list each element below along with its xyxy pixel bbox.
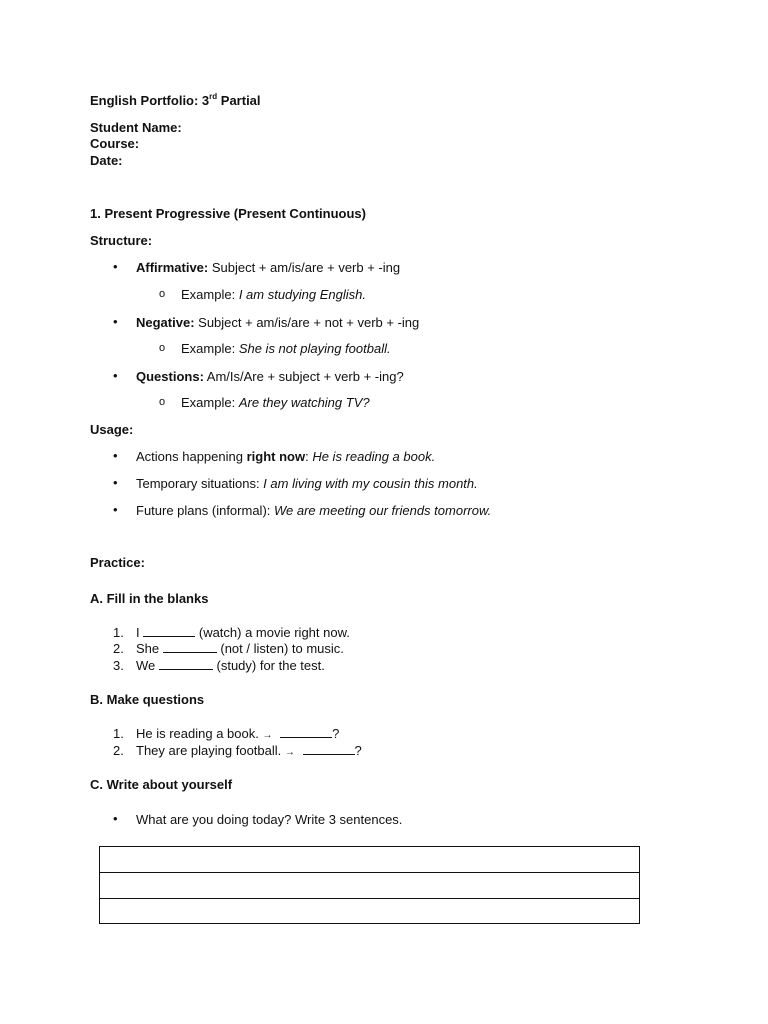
usage-text: Actions happening <box>136 449 247 464</box>
structure-item-questions <box>136 369 404 384</box>
example-sentence: I am studying English. <box>238 287 366 302</box>
usage-example: We are meeting our friends tomorrow. <box>274 503 492 518</box>
structure-rule: Subject + am/is/are + not + verb + -ing <box>194 315 420 330</box>
usage-label: Usage: <box>90 422 134 437</box>
structure-example <box>181 287 366 302</box>
question-source: He is reading a book. <box>136 726 263 741</box>
fill-blank-post: (watch) a movie right now. <box>195 625 350 640</box>
bullet-icon: • <box>113 502 118 517</box>
fill-blank-field[interactable] <box>163 641 217 653</box>
fill-blank-item <box>136 658 325 673</box>
structure-label: Structure: <box>90 233 153 248</box>
example-sentence: She is not playing football. <box>238 341 391 356</box>
usage-item <box>136 449 435 464</box>
usage-text: Temporary situations: <box>136 476 264 491</box>
usage-example: He is reading a book. <box>312 449 436 464</box>
usage-text: Future plans (informal): <box>136 503 274 518</box>
structure-item-affirmative <box>136 260 400 275</box>
fill-blank-post: (study) for the test. <box>212 658 325 673</box>
structure-rule: Subject + am/is/are + verb + -ing <box>208 260 401 275</box>
list-number: 1. <box>113 726 124 741</box>
answer-line[interactable] <box>100 899 639 923</box>
fill-blank-field[interactable] <box>159 658 213 670</box>
question-answer-field[interactable] <box>280 726 332 738</box>
sub-bullet-icon: o <box>159 342 166 354</box>
page-title <box>90 93 261 108</box>
question-item <box>136 726 339 741</box>
bullet-icon: • <box>113 259 118 274</box>
usage-item <box>136 503 491 518</box>
answer-table <box>99 846 640 924</box>
example-label: Example: <box>181 341 239 356</box>
exercise-b-title: B. Make questions <box>90 692 205 707</box>
bullet-icon: • <box>113 448 118 463</box>
usage-separator: : <box>305 449 313 464</box>
fill-blank-pre: I <box>136 625 140 640</box>
question-mark: ? <box>332 726 340 741</box>
exercise-c-title: C. Write about yourself <box>90 777 233 792</box>
arrow-icon: → <box>284 747 295 758</box>
example-label: Example: <box>181 287 239 302</box>
usage-example: I am living with my cousin this month. <box>263 476 478 491</box>
question-item <box>136 743 362 758</box>
bullet-icon: • <box>113 811 118 826</box>
structure-item-negative <box>136 315 419 330</box>
title-prefix: English Portfolio: 3 <box>90 93 210 108</box>
list-number: 2. <box>113 641 124 656</box>
title-superscript: rd <box>209 92 218 101</box>
fill-blank-pre: We <box>136 658 159 673</box>
fill-blank-pre: She <box>136 641 163 656</box>
section-title: 1. Present Progressive (Present Continuous) <box>90 206 366 221</box>
fill-blank-post: (not / listen) to music. <box>216 641 344 656</box>
question-source: They are playing football. <box>136 743 285 758</box>
usage-emphasis: right now <box>246 449 306 464</box>
example-sentence: Are they watching TV? <box>238 395 370 410</box>
structure-label-negative: Negative: <box>136 315 195 330</box>
bullet-icon: • <box>113 314 118 329</box>
fill-blank-item <box>136 625 350 640</box>
structure-label-questions: Questions: <box>136 369 204 384</box>
structure-label-affirmative: Affirmative: <box>136 260 209 275</box>
fill-blank-item <box>136 641 344 656</box>
date-label: Date: <box>90 153 123 168</box>
course-label: Course: <box>90 136 140 151</box>
arrow-icon: → <box>262 730 273 741</box>
answer-line[interactable] <box>100 847 639 873</box>
structure-example <box>181 341 391 356</box>
exercise-a-title: A. Fill in the blanks <box>90 591 209 606</box>
title-suffix: Partial <box>217 93 261 108</box>
list-number: 1. <box>113 625 124 640</box>
student-name-label: Student Name: <box>90 120 182 135</box>
structure-rule: Am/Is/Are + subject + verb + -ing? <box>203 369 404 384</box>
example-label: Example: <box>181 395 239 410</box>
bullet-icon: • <box>113 475 118 490</box>
sub-bullet-icon: o <box>159 288 166 300</box>
write-prompt: What are you doing today? Write 3 sentences. <box>136 812 403 827</box>
fill-blank-field[interactable] <box>143 625 195 637</box>
practice-label: Practice: <box>90 555 145 570</box>
sub-bullet-icon: o <box>159 396 166 408</box>
question-mark: ? <box>354 743 362 758</box>
question-answer-field[interactable] <box>303 743 355 755</box>
answer-line[interactable] <box>100 873 639 899</box>
list-number: 2. <box>113 743 124 758</box>
usage-item <box>136 476 478 491</box>
structure-example <box>181 395 370 410</box>
bullet-icon: • <box>113 368 118 383</box>
list-number: 3. <box>113 658 124 673</box>
